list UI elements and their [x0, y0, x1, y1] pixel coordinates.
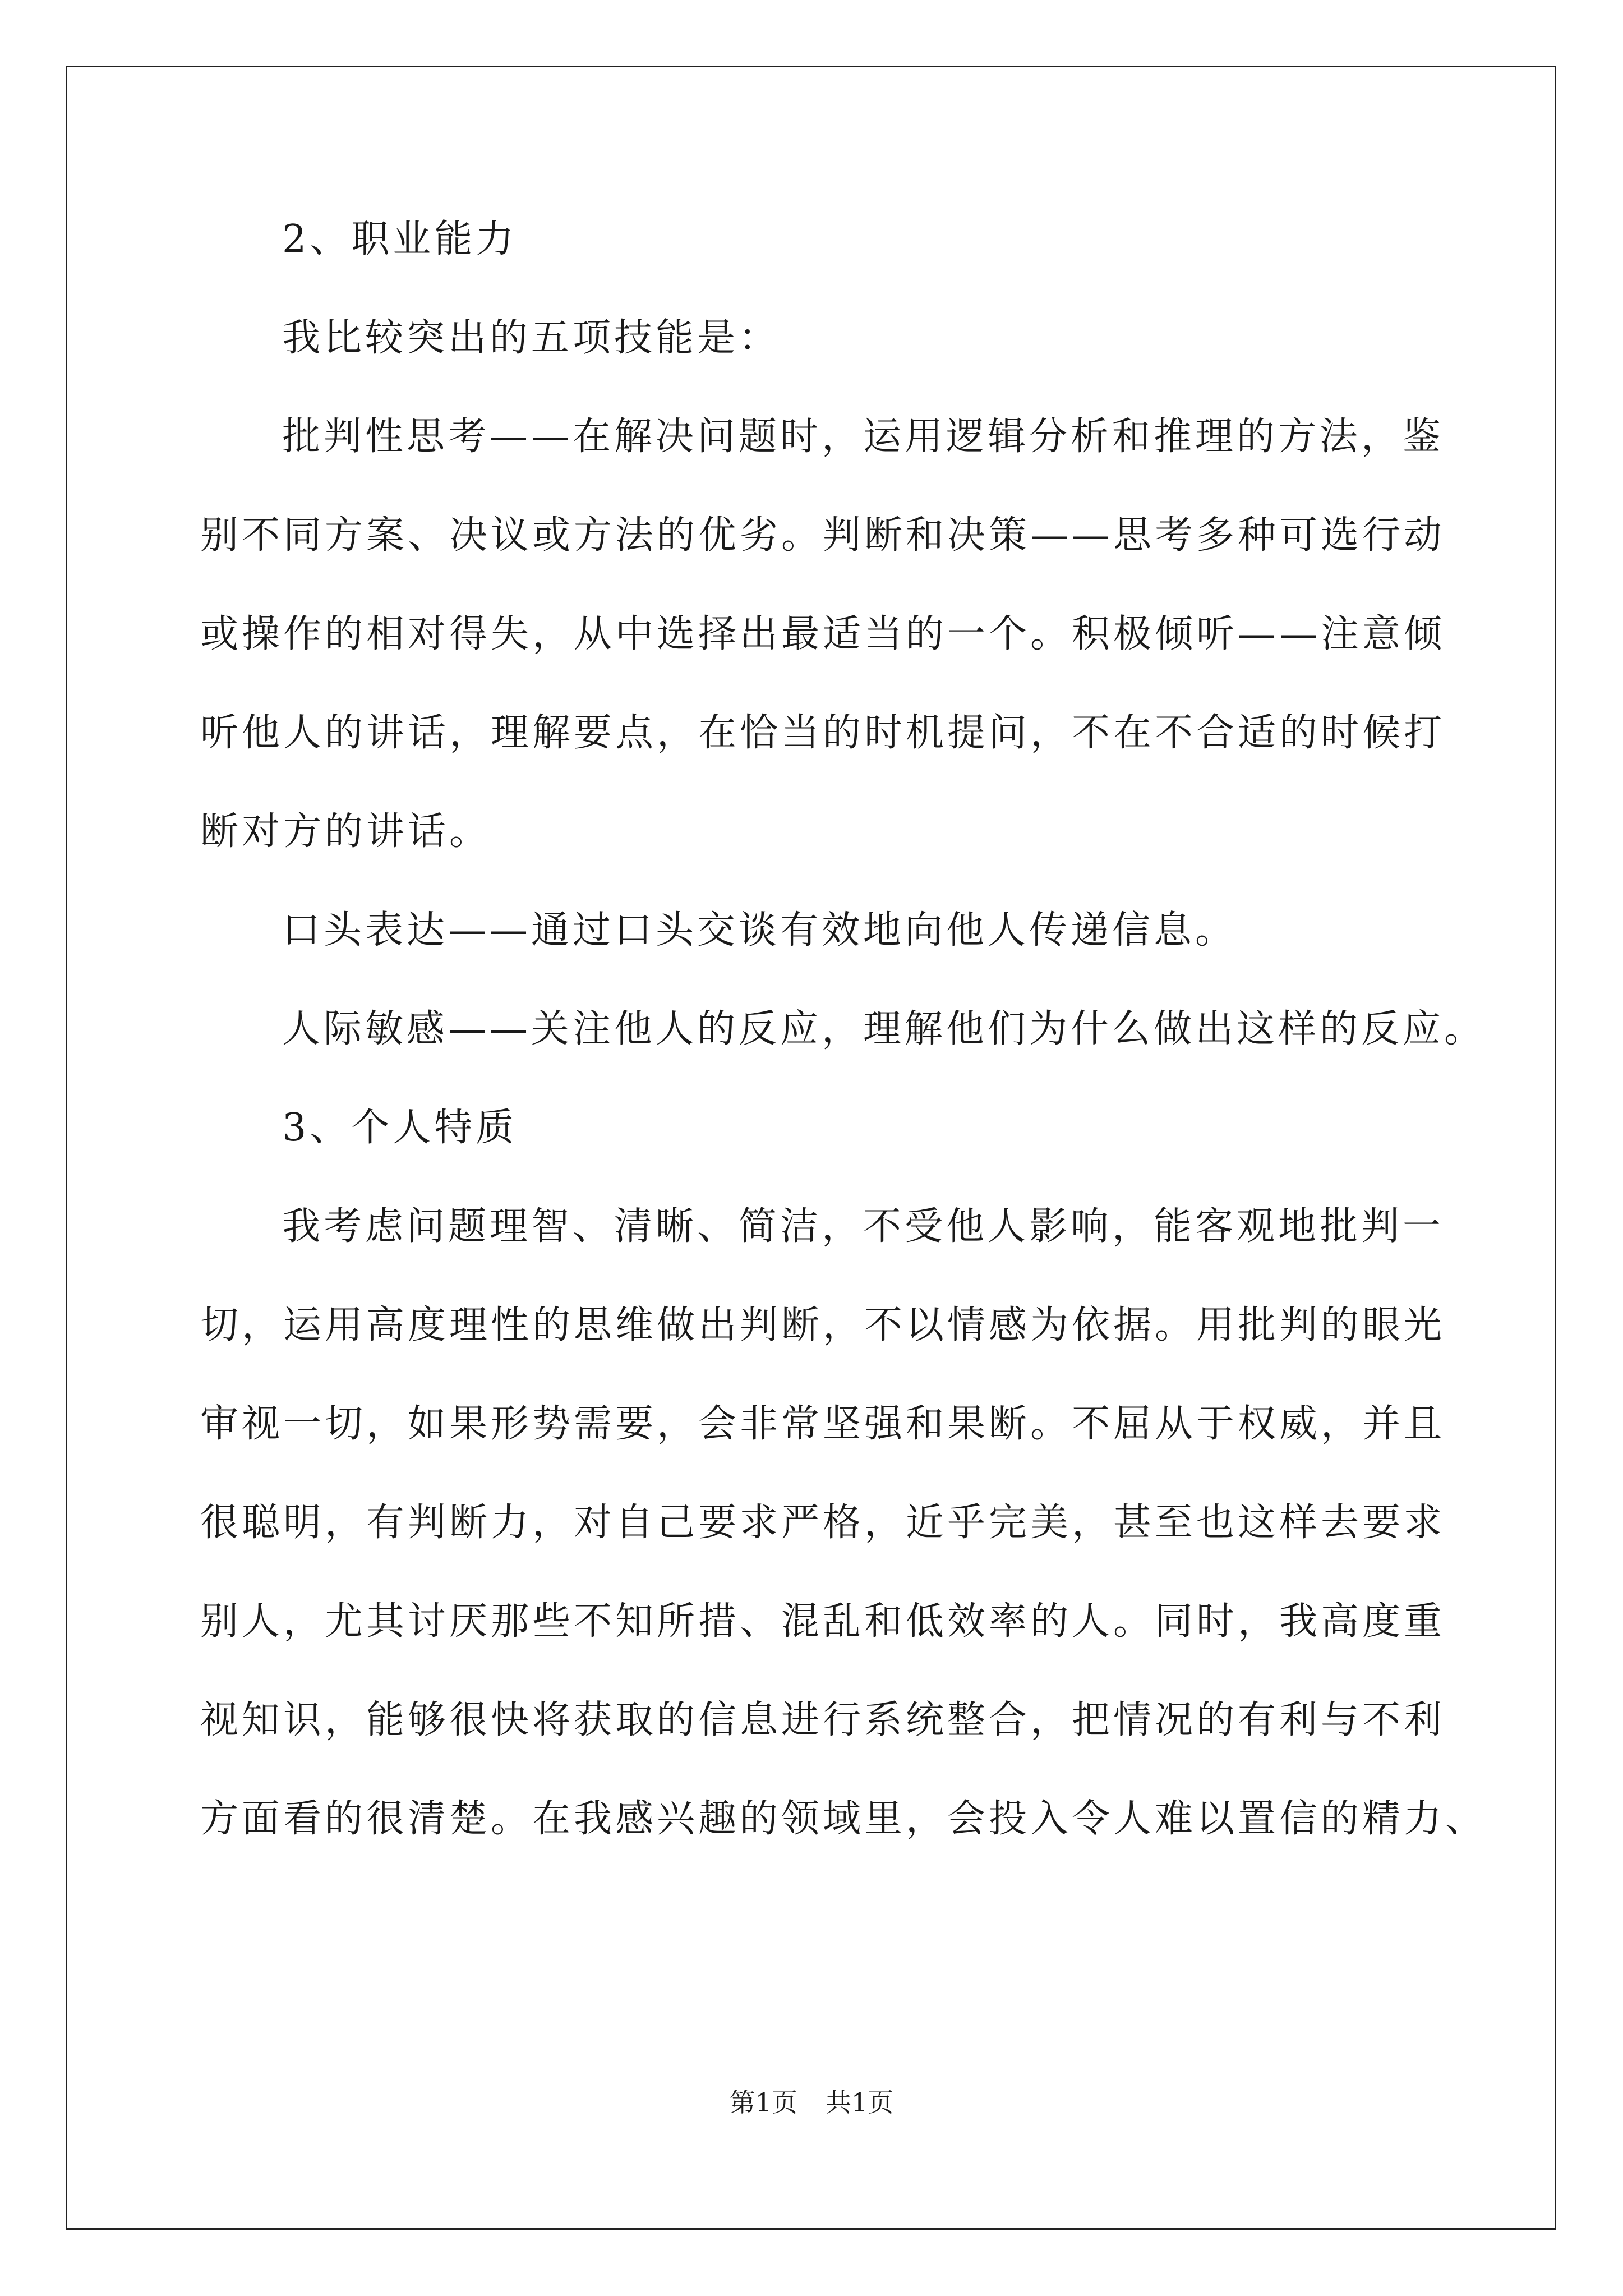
page-number-current: 第1页	[729, 2087, 797, 2118]
document-body	[200, 214, 1487, 1893]
text-line: 口头表达——通过口头交谈有效地向他人传递信息。	[282, 908, 1237, 953]
text-line: 断对方的讲话。	[200, 809, 491, 854]
text-line: 3、个人特质	[282, 1106, 518, 1150]
text-line: 审视一切，如果形势需要，会非常坚强和果断。不屈从于权威，并且	[200, 1402, 1446, 1446]
page-number-total: 共1页	[826, 2087, 894, 2118]
text-line: 我比较突出的五项技能是：	[282, 316, 781, 360]
page-footer	[0, 2086, 1623, 2119]
text-line: 批判性思考——在解决问题时，运用逻辑分析和推理的方法，鉴	[282, 415, 1445, 459]
text-line: 人际敏感——关注他人的反应，理解他们为什么做出这样的反应。	[282, 1007, 1486, 1051]
text-line: 别人，尤其讨厌那些不知所措、混乱和低效率的人。同时，我高度重	[200, 1599, 1446, 1644]
text-line: 很聪明，有判断力，对自己要求严格，近乎完美，甚至也这样去要求	[200, 1501, 1446, 1545]
text-line: 切，运用高度理性的思维做出判断，不以情感为依据。用批判的眼光	[200, 1303, 1446, 1347]
text-line: 2、职业能力	[282, 217, 518, 261]
text-line: 听他人的讲话，理解要点，在恰当的时机提问，不在不合适的时候打	[200, 711, 1446, 755]
text-line: 我考虑问题理智、清晰、简洁，不受他人影响，能客观地批判一	[282, 1204, 1445, 1249]
text-line: 视知识，能够很快将获取的信息进行系统整合，把情况的有利与不利	[200, 1698, 1446, 1742]
text-line: 或操作的相对得失，从中选择出最适当的一个。积极倾听——注意倾	[200, 612, 1446, 656]
text-line: 别不同方案、决议或方法的优劣。判断和决策——思考多种可选行动	[200, 513, 1446, 558]
text-line: 方面看的很清楚。在我感兴趣的领域里，会投入令人难以置信的精力、	[200, 1797, 1487, 1841]
